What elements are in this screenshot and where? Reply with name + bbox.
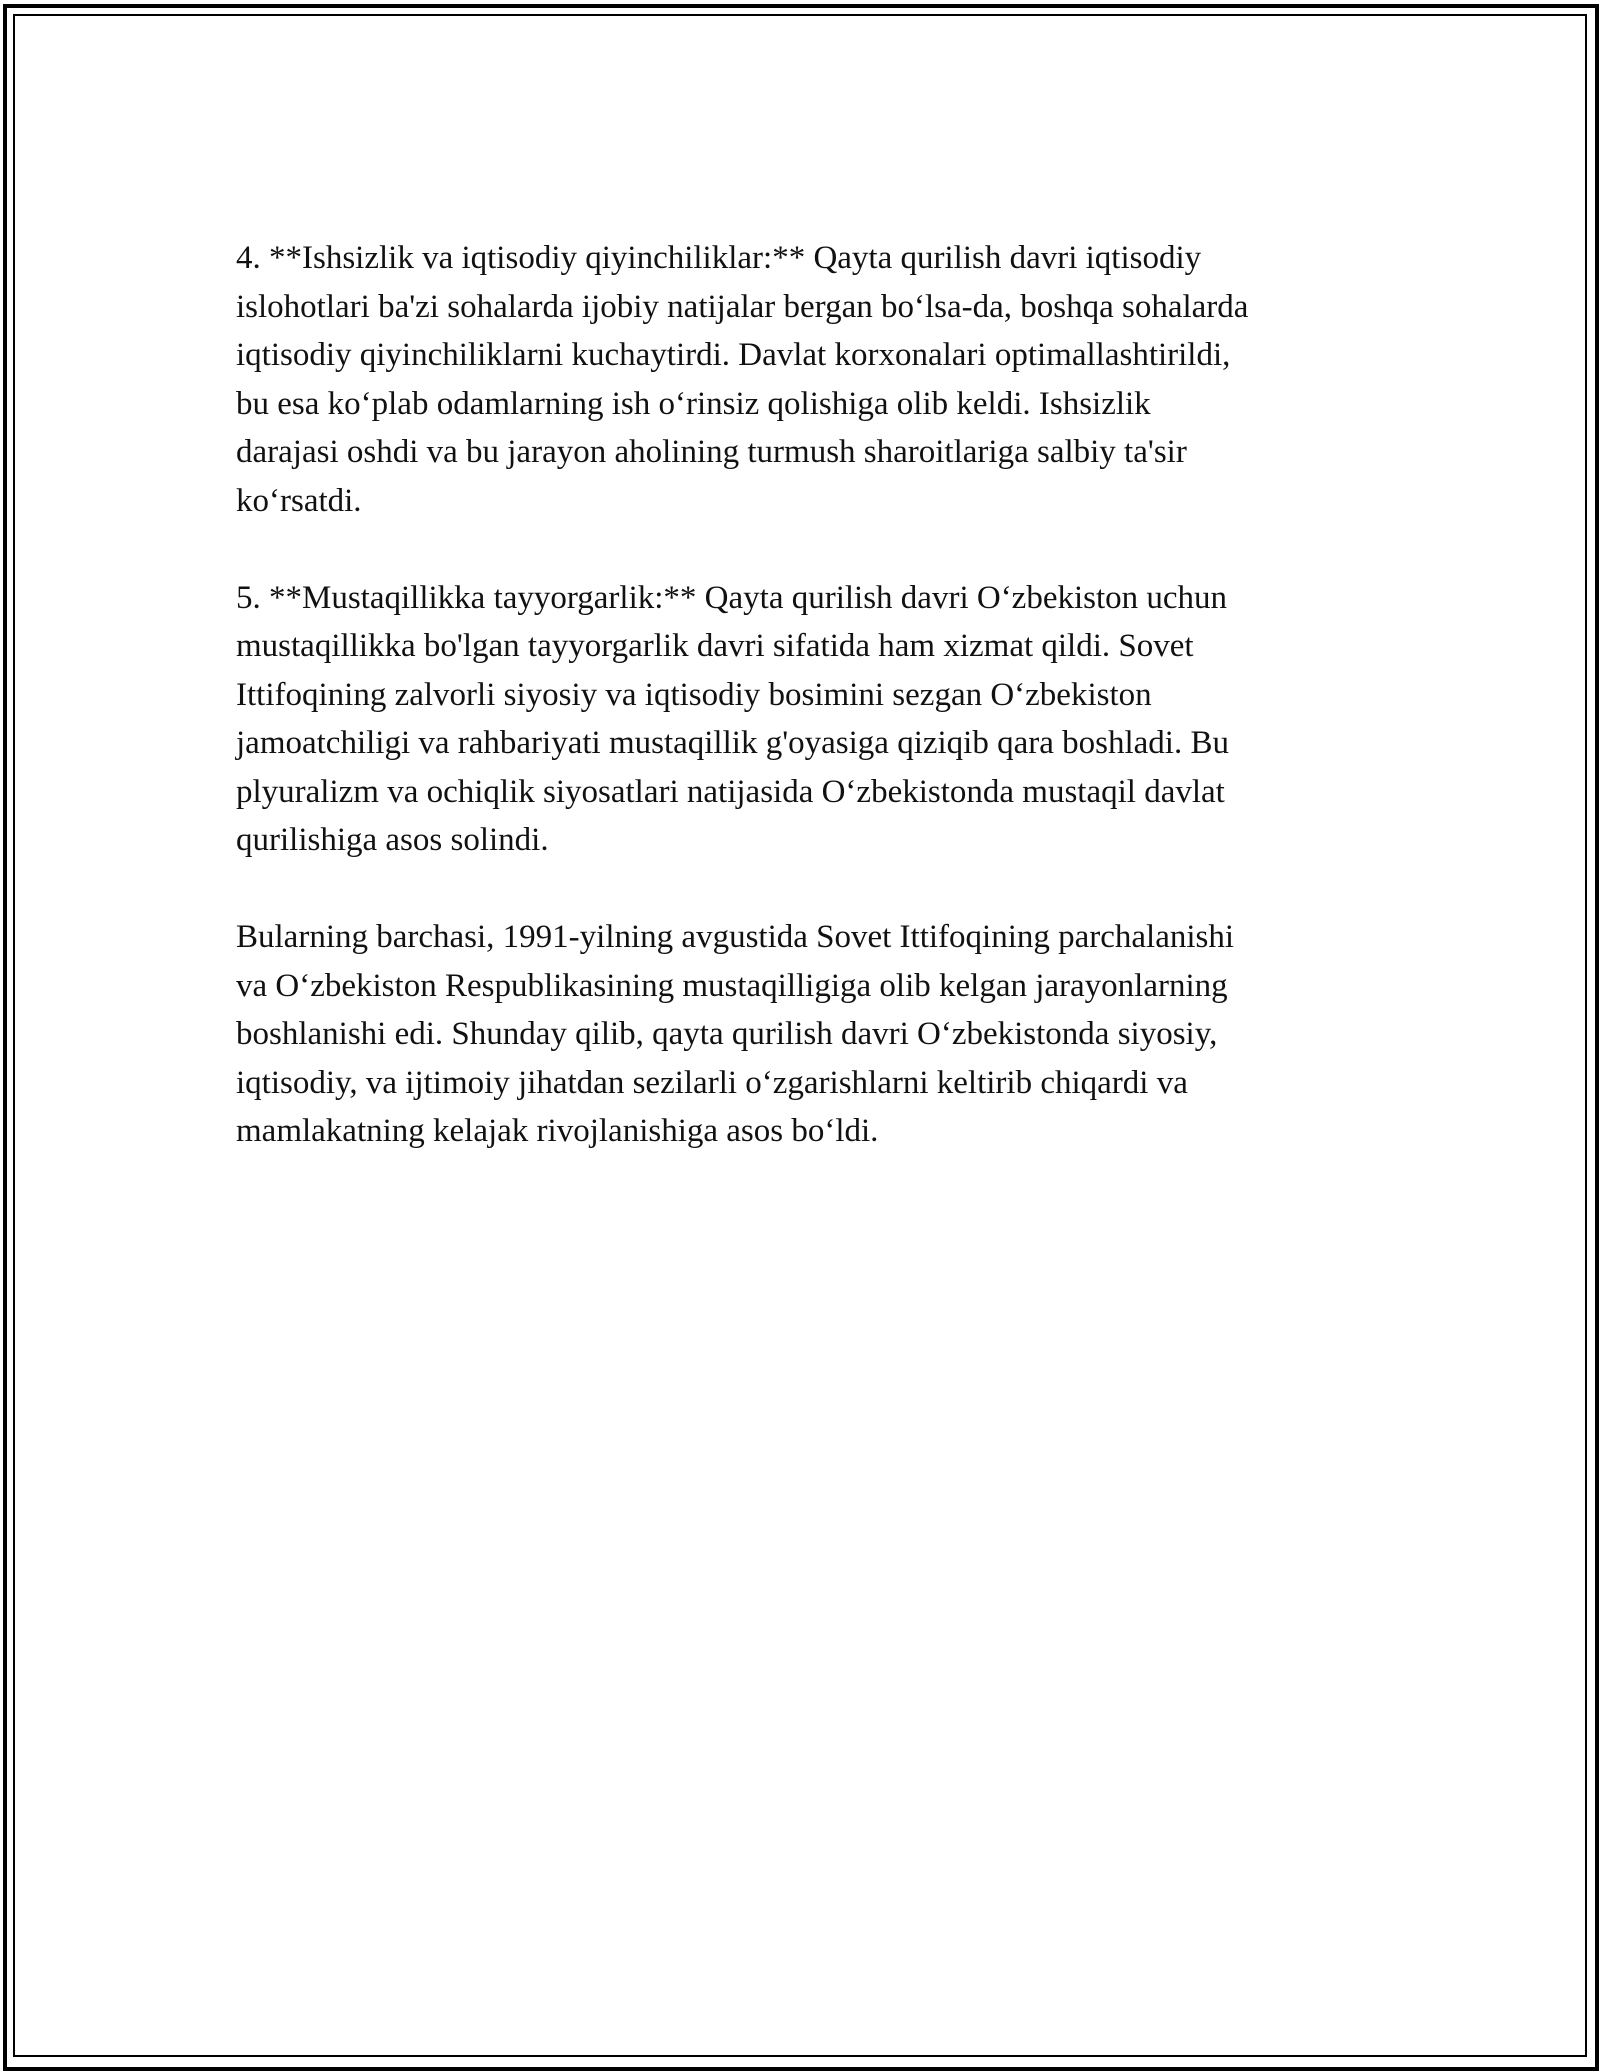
document-body xyxy=(236,234,1366,1204)
paragraph-independence-preparation: 5. **Mustaqillikka tayyorgarlik:** Qayta qurilish davri O‘zbekiston uchun mustaqillikka bo'lgan tayyorgarlik davri sifatida ham xizmat qildi. Sovet Ittifoqining zalvorli siyosiy va iqtisodiy bosimini sezgan O‘zbekiston jamoatchiligi va rahbariyati mustaqillik g'oyasiga qiziqib qara boshladi. Bu plyuralizm va ochiqlik siyosatlari natijasida O‘zbekistonda mustaqil davlat qurilishiga asos solindi. xyxy=(236,579,1229,858)
paragraph-unemployment: 4. **Ishsizlik va iqtisodiy qiyinchiliklar:** Qayta qurilish davri iqtisodiy islohotlari ba'zi sohalarda ijobiy natijalar bergan bo‘lsa-da, boshqa sohalarda iqtisodiy qiyinchiliklarni kuchaytirdi. Davlat korxonalari optimallashtirildi, bu esa ko‘plab odamlarning ish o‘rinsiz qolishiga olib keldi. Ishsizlik darajasi oshdi va bu jarayon aholining turmush sharoitlariga salbiy ta'sir ko‘rsatdi. xyxy=(236,240,1249,519)
paragraph-conclusion: Bularning barchasi, 1991-yilning avgustida Sovet Ittifoqining parchalanishi va O‘zbekiston Respublikasining mustaqilligiga olib kelgan jarayonlarning boshlanishi edi. Shunday qilib, qayta qurilish davri O‘zbekistonda siyosiy, iqtisodiy, va ijtimoiy jihatdan sezilarli o‘zgarishlarni keltirib chiqardi va mamlakatning kelajak rivojlanishiga asos bo‘ldi. xyxy=(236,919,1235,1149)
